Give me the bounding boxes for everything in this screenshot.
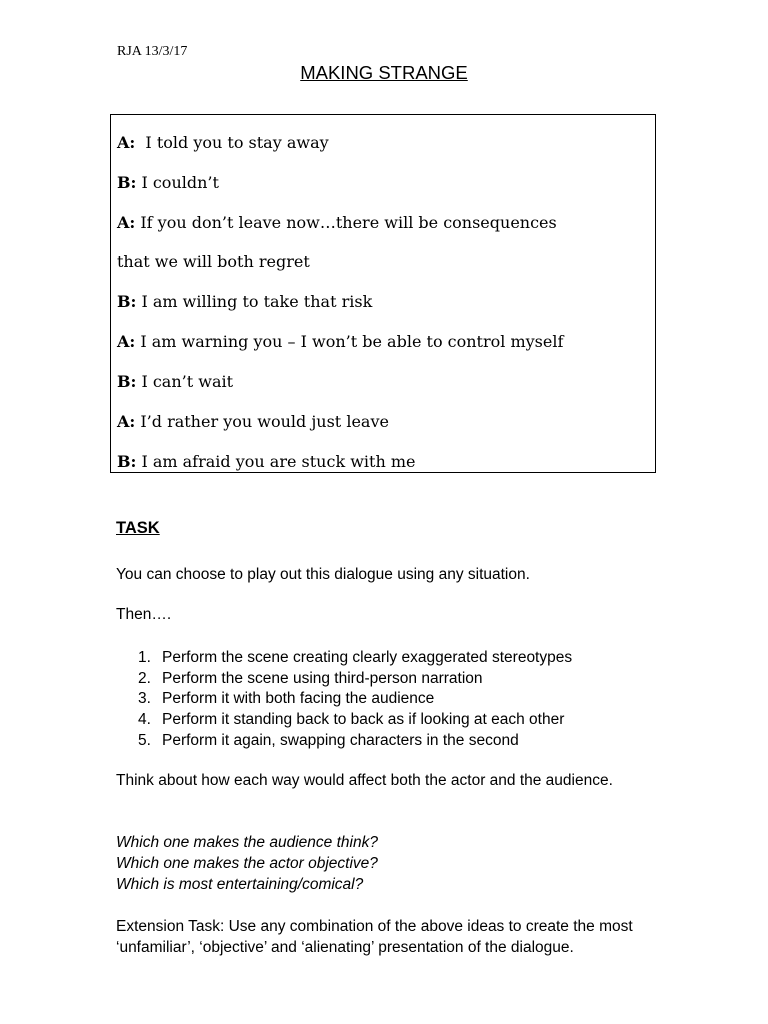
speaker-label: A: [117,213,136,232]
dialogue-line [117,412,389,431]
speaker-label: B: [117,173,137,192]
dialogue-text: I couldn’t [141,173,219,192]
page-title: MAKING STRANGE [300,62,468,83]
list-item [138,647,572,668]
step-number: 2. [138,669,151,687]
list-item [138,688,572,709]
task-think-paragraph: Think about how each way would affect both the actor and the audience. [116,772,613,789]
task-intro: You can choose to play out this dialogue using any situation. [116,566,530,583]
list-item [138,709,572,730]
speaker-label: B: [117,372,137,391]
document-reference: RJA 13/3/17 [117,44,188,59]
step-number: 1. [138,649,151,666]
list-item [138,668,572,689]
step-number: 3. [138,690,151,708]
dialogue-text: I am afraid you are stuck with me [141,452,416,471]
dialogue-line [117,332,563,351]
extension-task-paragraph: Extension Task: Use any combination of the above ideas to create the most ‘unfamiliar’, ‘objective’ and ‘alienating’ presentation of the dialogue. [116,918,633,956]
dialogue-line [117,252,310,271]
step-text: Perform the scene using third-person narration [162,669,483,687]
dialogue-text: I am willing to take that risk [141,292,373,311]
dialogue-box [110,114,656,473]
speaker-label: B: [117,452,137,471]
dialogue-line [117,213,557,232]
speaker-label: A: [117,412,136,431]
step-text: Perform it standing back to back as if looking at each other [162,711,565,729]
task-then: Then…. [116,606,172,623]
step-text: Perform it with both facing the audience [162,690,435,708]
dialogue-text: I’d rather you would just leave [140,412,389,431]
task-question: Which is most entertaining/comical? [116,876,364,893]
dialogue-line [117,372,233,391]
dialogue-text: I can’t wait [141,372,234,391]
task-steps-list [138,647,572,750]
dialogue-text: If you don’t leave now…there will be consequences [140,213,557,232]
dialogue-line [117,292,372,311]
dialogue-text: I told you to stay away [140,133,329,152]
dialogue-text: that we will both regret [117,252,310,271]
step-number: 4. [138,711,151,729]
task-question: Which one makes the actor objective? [116,855,378,872]
step-number: 5. [138,731,151,749]
dialogue-line [117,452,416,471]
task-question: Which one makes the audience think? [116,834,378,851]
speaker-label: A: [117,332,136,351]
step-text: Perform the scene creating clearly exaggerated stereotypes [162,649,573,666]
dialogue-text: I am warning you – I won’t be able to control myself [140,332,564,351]
dialogue-line [117,133,329,152]
speaker-label: A: [117,133,136,152]
list-item [138,730,572,751]
step-text: Perform it again, swapping characters in the second [162,731,519,749]
task-heading: TASK [116,519,160,537]
dialogue-line [117,173,219,192]
speaker-label: B: [117,292,137,311]
